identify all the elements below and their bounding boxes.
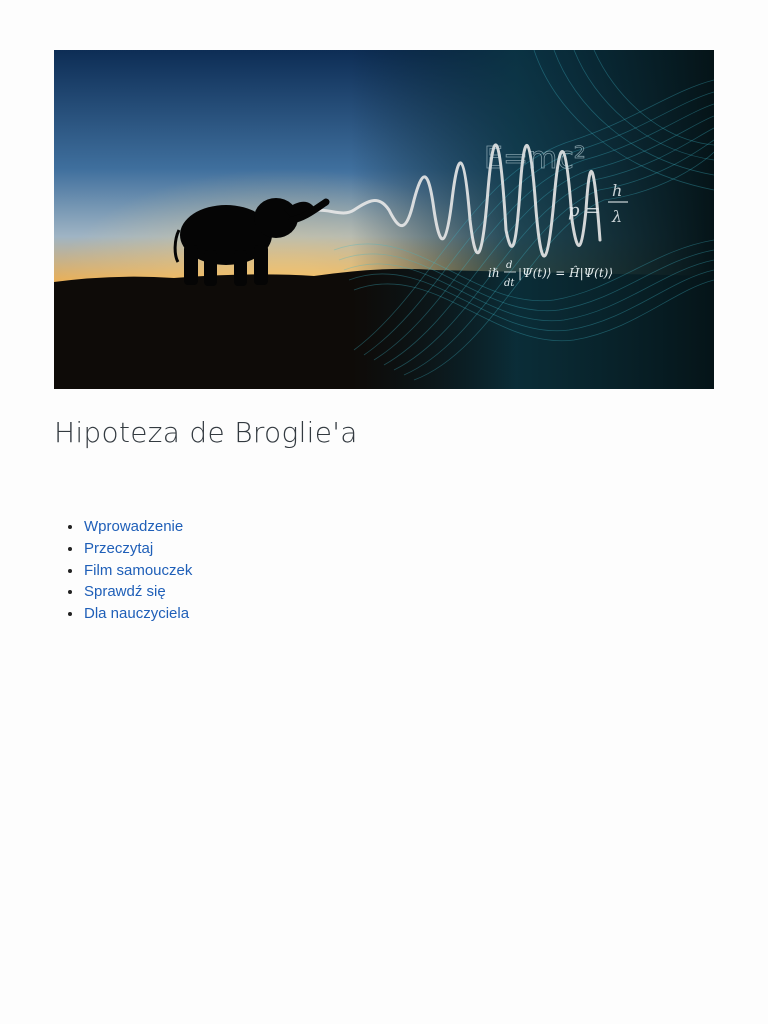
bullet-icon	[68, 590, 72, 594]
toc-item-read	[84, 538, 192, 560]
bullet-icon	[68, 612, 72, 616]
toc-link-video[interactable]: Film samouczek	[84, 561, 193, 579]
svg-text:p =: p =	[568, 200, 601, 221]
svg-text:d: d	[506, 260, 513, 271]
table-of-contents	[84, 516, 192, 625]
toc-item-quiz	[84, 581, 192, 603]
bullet-icon	[68, 525, 72, 529]
svg-text:dt: dt	[504, 278, 515, 289]
toc-link-teacher[interactable]: Dla nauczyciela	[84, 605, 190, 623]
bullet-icon	[68, 547, 72, 551]
svg-text:λ: λ	[612, 207, 623, 226]
toc-item-teacher	[84, 603, 192, 625]
svg-text:|Ψ(t)⟩ = Ĥ|Ψ(t)⟩: |Ψ(t)⟩ = Ĥ|Ψ(t)⟩	[518, 266, 614, 280]
hero-image	[54, 50, 714, 389]
toc-link-read[interactable]: Przeczytaj	[84, 539, 154, 557]
toc-item-video	[84, 560, 192, 582]
toc-link-intro[interactable]: Wprowadzenie	[84, 518, 184, 535]
svg-text:h: h	[612, 181, 623, 200]
toc-item-intro	[84, 516, 192, 538]
toc-link-quiz[interactable]: Sprawdź się	[84, 583, 166, 601]
energy-equation: E=mc²	[484, 141, 586, 176]
svg-text:iℏ: iℏ	[488, 266, 500, 280]
page-title: Hipoteza de Broglie'a	[54, 416, 358, 449]
bullet-icon	[68, 569, 72, 573]
